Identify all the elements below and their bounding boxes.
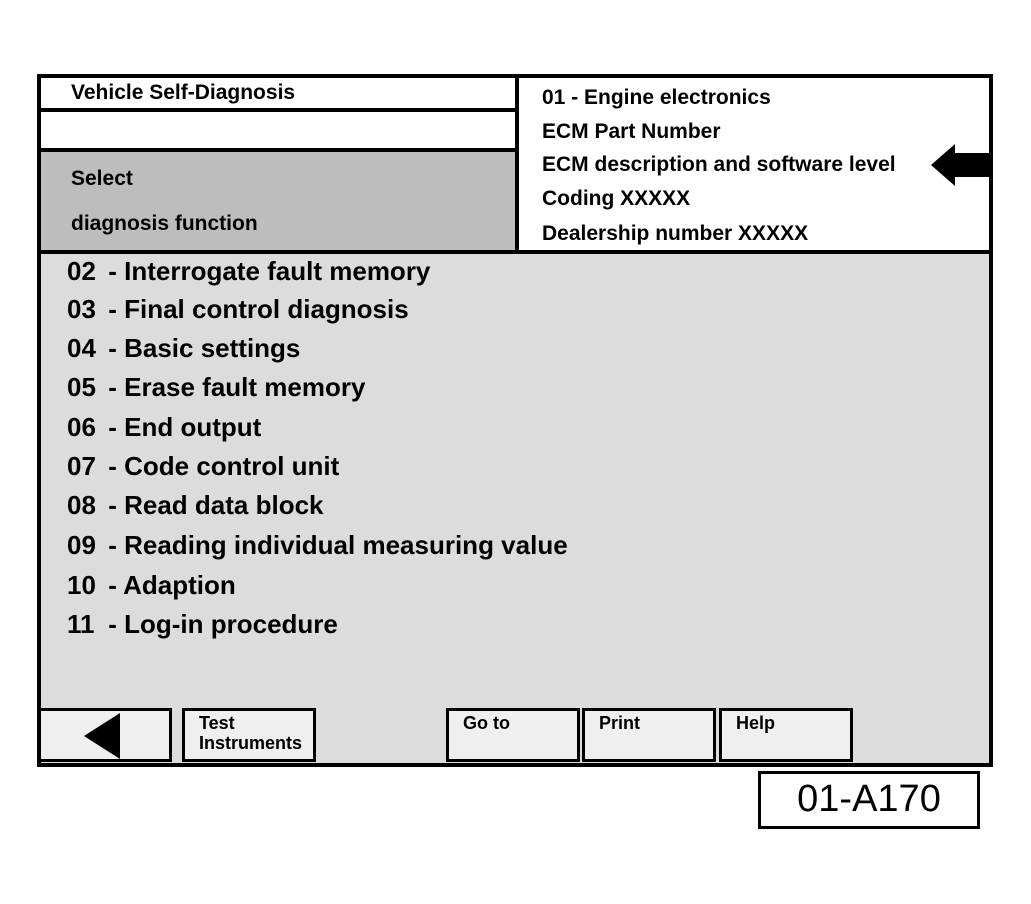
- menu-item-number: 04: [67, 333, 96, 363]
- test-instruments-label-line1: Test: [199, 713, 235, 733]
- blank-field: [41, 112, 519, 152]
- menu-item-06[interactable]: 06 - End output: [67, 412, 262, 442]
- menu-item-02[interactable]: 02 - Interrogate fault memory: [67, 256, 431, 286]
- menu-item-label: Adaption: [123, 570, 236, 600]
- go-to-label: Go to: [463, 713, 510, 733]
- arrow-left-icon: [931, 144, 989, 186]
- header-divider: [41, 250, 989, 254]
- select-prompt-line2: diagnosis function: [71, 212, 258, 235]
- menu-item-10[interactable]: 10 - Adaption: [67, 570, 236, 600]
- help-label: Help: [736, 713, 776, 733]
- menu-item-number: 08: [67, 490, 96, 520]
- select-prompt-line1: Select: [71, 167, 133, 190]
- info-line-address: 01 - Engine electronics: [542, 86, 771, 109]
- test-instruments-label-line2: Instruments: [199, 733, 303, 753]
- print-label: Print: [599, 713, 641, 733]
- select-prompt-box: [41, 152, 519, 250]
- menu-item-03[interactable]: 03 - Final control diagnosis: [67, 294, 409, 324]
- figure-id-label: 01-A170: [758, 771, 980, 829]
- menu-item-label: Final control diagnosis: [124, 294, 409, 324]
- menu-item-label: Basic settings: [124, 333, 301, 363]
- menu-item-label: Code control unit: [124, 451, 340, 481]
- menu-item-label: Erase fault memory: [124, 372, 366, 402]
- title-box: [41, 78, 519, 112]
- menu-item-05[interactable]: 05 - Erase fault memory: [67, 372, 366, 402]
- menu-item-08[interactable]: 08 - Read data block: [67, 490, 324, 520]
- help-button[interactable]: [719, 708, 853, 762]
- menu-item-07[interactable]: 07 - Code control unit: [67, 451, 340, 481]
- menu-item-number: 06: [67, 412, 96, 442]
- menu-item-11[interactable]: 11 - Log-in procedure: [67, 609, 338, 639]
- menu-item-label: Reading individual measuring value: [124, 530, 568, 560]
- menu-item-number: 10: [67, 570, 96, 600]
- menu-item-number: 09: [67, 530, 96, 560]
- menu-item-label: Interrogate fault memory: [124, 256, 431, 286]
- info-line-dealership: Dealership number XXXXX: [542, 222, 809, 245]
- menu-item-label: End output: [124, 412, 262, 442]
- go-to-button[interactable]: [446, 708, 580, 762]
- back-button[interactable]: [38, 708, 172, 762]
- menu-item-label: Log-in procedure: [124, 609, 338, 639]
- info-line-description: ECM description and software level: [542, 153, 896, 176]
- screen-title: Vehicle Self-Diagnosis: [71, 81, 296, 104]
- info-line-coding: Coding XXXXX: [542, 187, 691, 210]
- diagnosis-screen: [37, 74, 993, 767]
- test-instruments-button[interactable]: [182, 708, 316, 762]
- menu-item-09[interactable]: 09 - Reading individual measuring value: [67, 530, 568, 560]
- menu-item-number: 02: [67, 256, 96, 286]
- menu-item-number: 03: [67, 294, 96, 324]
- control-unit-info: [519, 78, 989, 250]
- print-button[interactable]: [582, 708, 716, 762]
- menu-item-label: Read data block: [124, 490, 324, 520]
- triangle-left-icon: [84, 713, 120, 759]
- menu-item-number: 07: [67, 451, 96, 481]
- menu-item-number: 05: [67, 372, 96, 402]
- menu-item-number: 11: [67, 609, 95, 639]
- menu-item-04[interactable]: 04 - Basic settings: [67, 333, 301, 363]
- info-line-part-number: ECM Part Number: [542, 120, 721, 143]
